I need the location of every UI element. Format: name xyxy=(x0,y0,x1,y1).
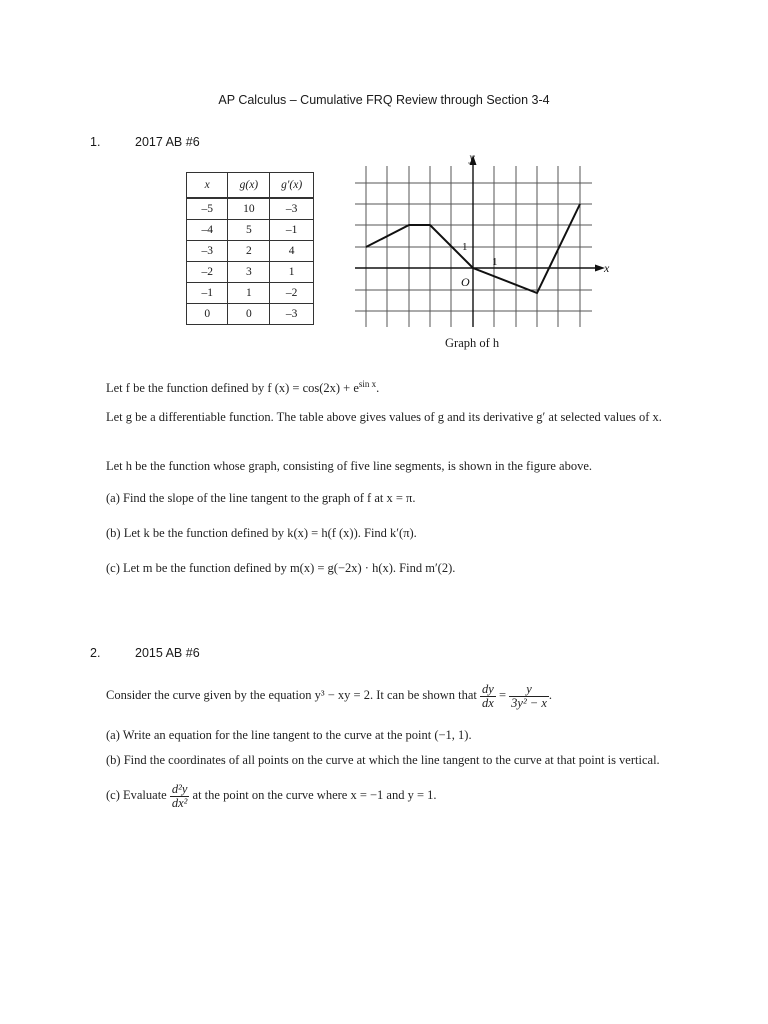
y-axis-label: y xyxy=(469,150,475,164)
question-2c-prefix: (c) Evaluate xyxy=(106,788,167,802)
table-header-gx: g(x) xyxy=(228,173,270,199)
f-exponent: sin x xyxy=(358,379,377,389)
dx-denominator: dx xyxy=(482,695,494,710)
equals-sign: = xyxy=(498,688,507,702)
table-cell: 0 xyxy=(187,304,228,325)
table-header-row xyxy=(187,173,314,199)
table-cell: 1 xyxy=(270,262,314,283)
question-1a: (a) Find the slope of the line tangent to the graph of f at x = π. xyxy=(106,491,416,505)
curve-intro xyxy=(106,682,552,710)
dy-dx-fraction xyxy=(480,683,496,710)
table-cell: –3 xyxy=(270,304,314,325)
g-values-table xyxy=(186,172,314,325)
x-tick-label: 1 xyxy=(492,256,498,268)
table-row xyxy=(187,198,314,220)
derivative-numerator: y xyxy=(509,683,549,697)
page-title: AP Calculus – Cumulative FRQ Review through Section 3-4 xyxy=(218,93,550,107)
graph-of-h xyxy=(340,150,620,335)
table-cell: 0 xyxy=(228,304,270,325)
question-2c-suffix: at the point on the curve where x = −1 and y = 1. xyxy=(192,788,437,802)
dy-numerator: dy xyxy=(482,681,494,696)
f-definition-text: Let f be the function defined by f (x) = cos(2x) + e xyxy=(106,381,359,396)
f-definition-end: . xyxy=(376,381,380,396)
table-row xyxy=(187,220,314,241)
question-2b: (b) Find the coordinates of all points on the curve at which the line tangent to the curve at that point is vertical. xyxy=(106,753,660,767)
derivative-denominator: 3y² − x xyxy=(511,695,547,710)
table-cell: 1 xyxy=(228,283,270,304)
graph-caption: Graph of h xyxy=(445,336,500,350)
origin-label: O xyxy=(461,275,470,289)
second-derivative-denominator: dx² xyxy=(171,795,188,810)
table-cell: 10 xyxy=(228,198,270,220)
table-cell: –4 xyxy=(187,220,228,241)
question-1c: (c) Let m be the function defined by m(x) = g(−2x) · h(x). Find m′(2). xyxy=(106,561,456,575)
table-cell: 2 xyxy=(228,241,270,262)
table-cell: 3 xyxy=(228,262,270,283)
table-cell: –3 xyxy=(187,241,228,262)
question-2-number: 2. xyxy=(90,646,101,660)
question-2-source: 2015 AB #6 xyxy=(135,646,200,660)
table-cell: 5 xyxy=(228,220,270,241)
second-derivative-fraction xyxy=(170,783,190,810)
table-row xyxy=(187,262,314,283)
derivative-fraction xyxy=(509,683,549,710)
table-row xyxy=(187,241,314,262)
table-cell: –1 xyxy=(270,220,314,241)
f-definition xyxy=(106,376,379,396)
question-1-number: 1. xyxy=(90,135,101,149)
curve-intro-text: Consider the curve given by the equation y³ − xy = 2. It can be shown that xyxy=(106,688,477,702)
table-cell: –1 xyxy=(187,283,228,304)
h-definition: Let h be the function whose graph, consisting of five line segments, is shown in the figure above. xyxy=(106,459,593,473)
x-axis-label: x xyxy=(604,261,610,275)
table-cell: –2 xyxy=(270,283,314,304)
table-row xyxy=(187,283,314,304)
table-cell: –5 xyxy=(187,198,228,220)
table-cell: 4 xyxy=(270,241,314,262)
question-1-source: 2017 AB #6 xyxy=(135,135,200,149)
table-header-x: x xyxy=(187,173,228,199)
y-tick-label: 1 xyxy=(462,241,468,253)
table-cell: –3 xyxy=(270,198,314,220)
curve-intro-end: . xyxy=(548,688,553,702)
table-row xyxy=(187,304,314,325)
question-2a: (a) Write an equation for the line tangent to the curve at the point (−1, 1). xyxy=(106,728,472,742)
table-cell: –2 xyxy=(187,262,228,283)
table-header-gprime: g′(x) xyxy=(270,173,314,199)
question-1b: (b) Let k be the function defined by k(x) = h(f (x)). Find k′(π). xyxy=(106,526,417,540)
question-2c xyxy=(106,782,437,810)
second-derivative-numerator: d²y xyxy=(171,781,188,796)
g-definition: Let g be a differentiable function. The table above gives values of g and its derivative g′ at selected values of x. xyxy=(106,410,662,424)
